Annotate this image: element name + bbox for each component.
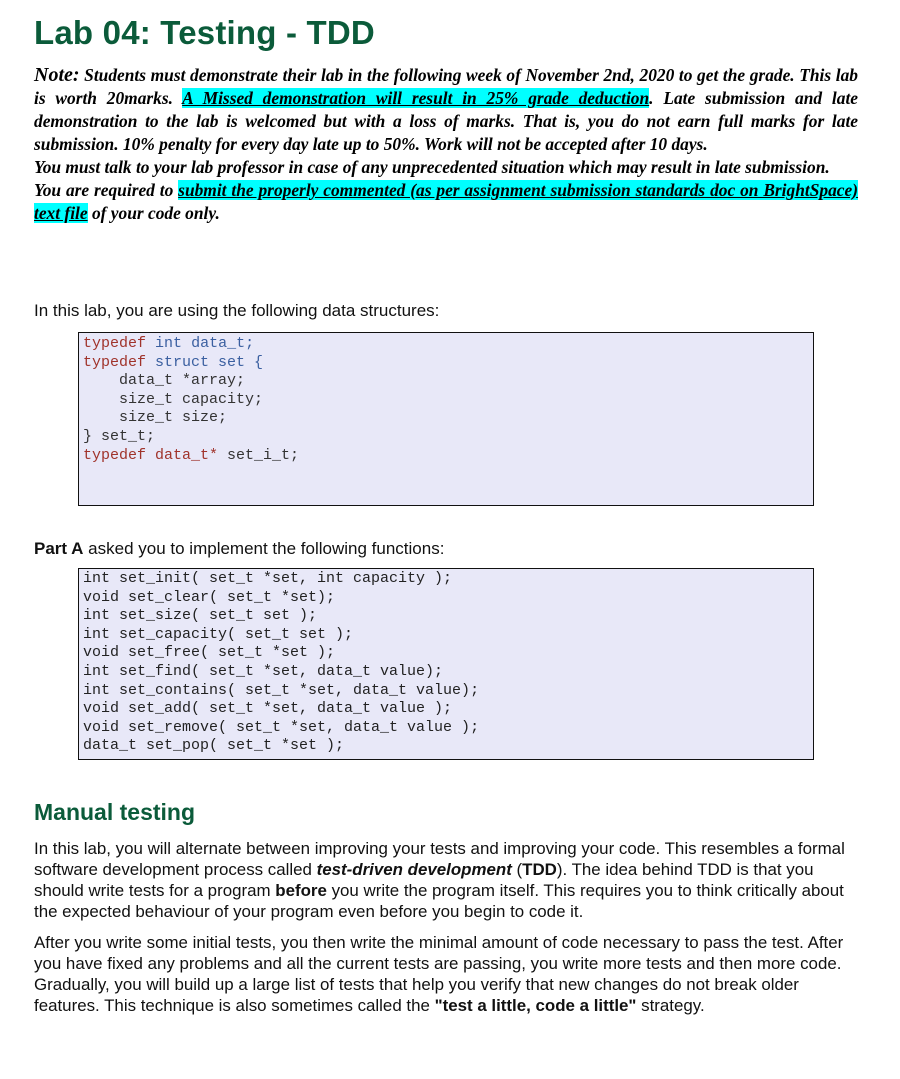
code-line: void set_clear( set_t *set); <box>83 588 336 606</box>
highlight-submission: submit the properly commented (as per assignment submission standards doc on BrightSpace) text file <box>34 180 859 223</box>
highlight-deduction: A Missed demonstration will result in 25% grade deduction <box>182 88 650 108</box>
code-line: size_t capacity; <box>83 390 264 408</box>
code-line: } set_t; <box>83 427 156 445</box>
note-paragraph-1: Note: Students must demonstrate their lab in the following week of November 2nd, 2020 to get the grade. This lab is worth 20marks. A Missed demonstration will result in 25% grade deduction. Late submission and late demonstration to the lab is welcomed but with a loss of marks. That is, you do not earn full marks for late submission. 10% penalty for every day late up to 50%. Work will not be accepted after 10 days. <box>34 64 859 154</box>
code-line: data_t *array; <box>83 372 246 390</box>
code-line: data_t set_pop( set_t *set ); <box>83 737 345 755</box>
code-line: typedef int data_t; <box>83 335 255 352</box>
code-line: void set_remove( set_t *set, data_t value ); <box>83 718 480 736</box>
paragraph-tdd: In this lab, you will alternate between improving your tests and improving your code. This resembles a formal software development process called test-driven development (TDD). The idea behind TDD is that you should write tests for a program before you write the program itself. This requires you to think critically about the expected behaviour of your program even before you begin to code it. <box>34 839 845 921</box>
code-line: void set_free( set_t *set ); <box>83 644 336 662</box>
code-line: int set_contains( set_t *set, data_t value); <box>83 681 480 699</box>
note-paragraph-3: You are required to submit the properly commented (as per assignment submission standards doc on BrightSpace) text file of your code only. <box>34 180 859 223</box>
code-line: void set_add( set_t *set, data_t value ); <box>83 700 453 718</box>
code-block-functions <box>78 568 814 760</box>
code-line: int set_find( set_t *set, data_t value); <box>83 662 444 680</box>
code-line: size_t size; <box>83 409 228 427</box>
section-heading-manual-testing: Manual testing <box>34 799 196 825</box>
code-line: typedef data_t* set_i_t; <box>83 446 300 464</box>
code-line: typedef struct set { <box>83 353 264 371</box>
note-label: Note: <box>34 64 80 86</box>
note-block <box>34 64 858 225</box>
code-block-data-structures <box>78 332 814 506</box>
note-paragraph-2: You must talk to your lab professor in case of any unprecedented situation which may result in late submission. <box>34 157 830 177</box>
code-line: int set_capacity( set_t set ); <box>83 625 354 643</box>
intro-text: In this lab, you are using the following data structures: <box>34 301 440 320</box>
paragraph-strategy: After you write some initial tests, you then write the minimal amount of code necessary to pass the test. After you have fixed any problems and all the current tests are passing, you write more tests and then more code. Gradually, you will build up a large list of tests that help you verify that new changes do not break older features. This technique is also sometimes called the "test a little, code a little" strategy. <box>34 933 844 1015</box>
code-line: int set_init( set_t *set, int capacity ); <box>83 570 453 587</box>
part-a-text: Part A asked you to implement the following functions: <box>34 539 445 558</box>
page-title: Lab 04: Testing - TDD <box>34 14 375 51</box>
code-line: int set_size( set_t set ); <box>83 607 318 625</box>
